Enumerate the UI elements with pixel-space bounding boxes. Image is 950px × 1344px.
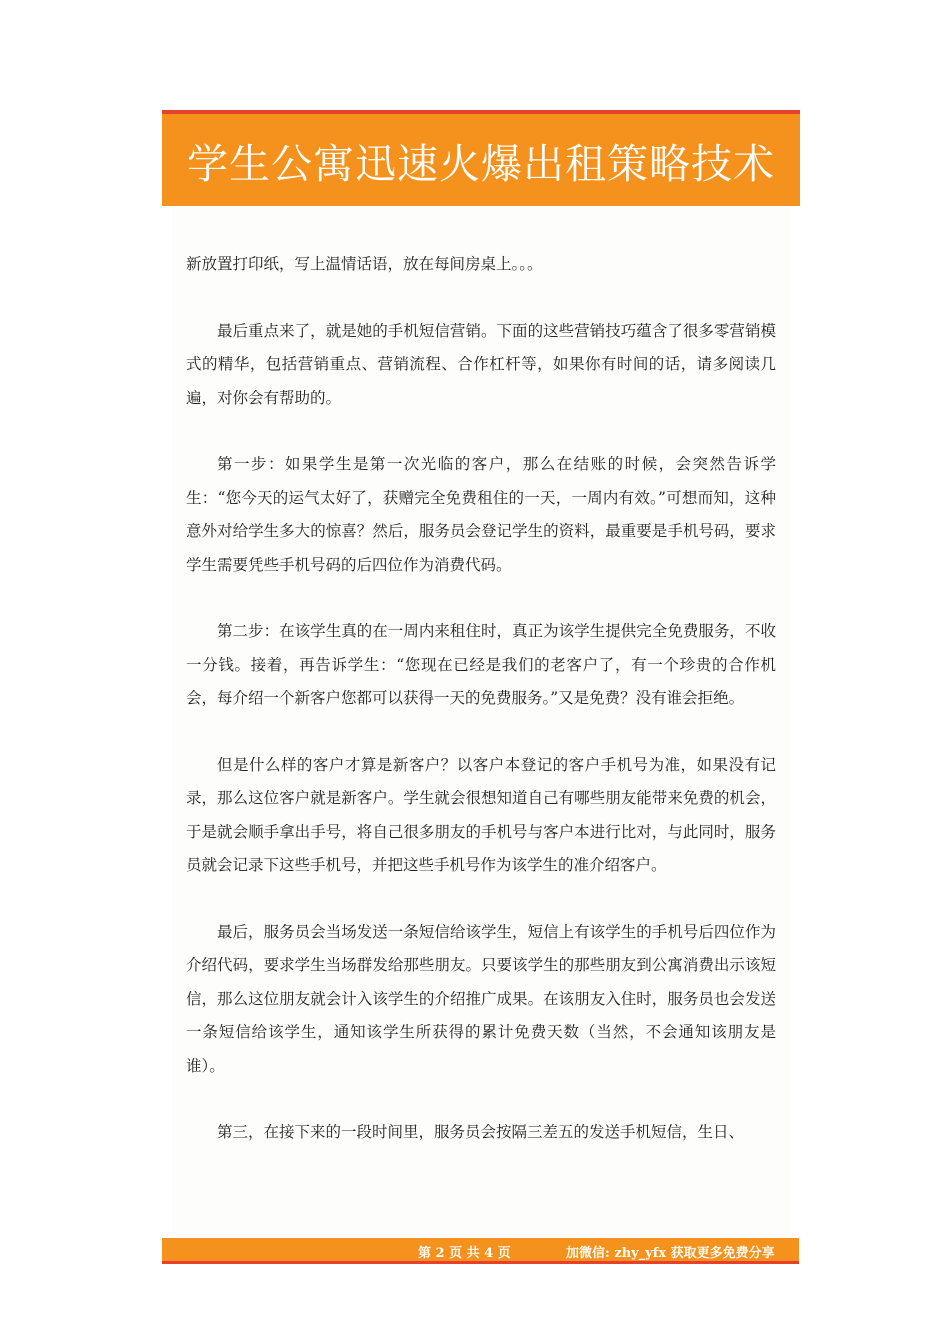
footer-note: 加微信: zhy_yfx 获取更多免费分享 — [566, 1246, 775, 1261]
paragraph-7: 第三，在接下来的一段时间里，服务员会按隔三差五的发送手机短信，生日、 — [217, 1123, 745, 1142]
footer-banner — [162, 1238, 799, 1264]
paragraph-3: 第一步：如果学生是第一次光临的客户，那么在结账的时候，会突然告诉学生：“您今天的运气太好了，获赠完全免费租住的一天，一周内有效。”可想而知，这种意外对给学生多大的惊喜？然后，服务员会登记学生的资料，最重要是手机号码，要求学生需要凭些手机号码的后四位作为消费代码。 — [186, 455, 776, 574]
paragraph-4: 第二步：在该学生真的在一周内来租住时，真正为该学生提供完全免费服务，不收一分钱。接着，再告诉学生：“您现在已经是我们的老客户了，有一个珍贵的合作机会，每介绍一个新客户您都可以获得一天的免费服务。”又是免费？没有谁会拒绝。 — [186, 622, 776, 708]
paragraph-6: 最后，服务员会当场发送一条短信给该学生，短信上有该学生的手机号后四位作为介绍代码，要求学生当场群发给那些朋友。只要该学生的那些朋友到公寓消费出示该短信，那么这位朋友就会计入该学生的介绍推广成果。在该朋友入住时，服务员也会发送一条短信给该学生，通知该学生所获得的累计免费天数（当然，不会通知该朋友是谁）。 — [186, 923, 776, 1075]
body-text — [186, 248, 776, 1150]
paragraph-2: 最后重点来了，就是她的手机短信营销。下面的这些营销技巧蕴含了很多零营销模式的精华，包括营销重点、营销流程、合作杠杆等，如果你有时间的话，请多阅读几遍，对你会有帮助的。 — [186, 321, 776, 407]
header-banner — [162, 110, 800, 206]
paragraph-5: 但是什么样的客户才算是新客户？以客户本登记的客户手机号为准，如果没有记录，那么这位客户就是新客户。学生就会很想知道自己有哪些朋友能带来免费的机会，于是就会顺手拿出手号，将自己很多朋友的手机号与客户本进行比对，与此同时，服务员就会记录下这些手机号，并把这些手机号作为该学生的准介绍客户。 — [186, 756, 776, 875]
page-title: 学生公寓迅速火爆出租策略技术 — [187, 139, 775, 188]
paragraph-1: 新放置打印纸，写上温情话语，放在每间房桌上。。。 — [186, 255, 543, 273]
page-number: 第 2 页 共 4 页 — [418, 1246, 511, 1261]
